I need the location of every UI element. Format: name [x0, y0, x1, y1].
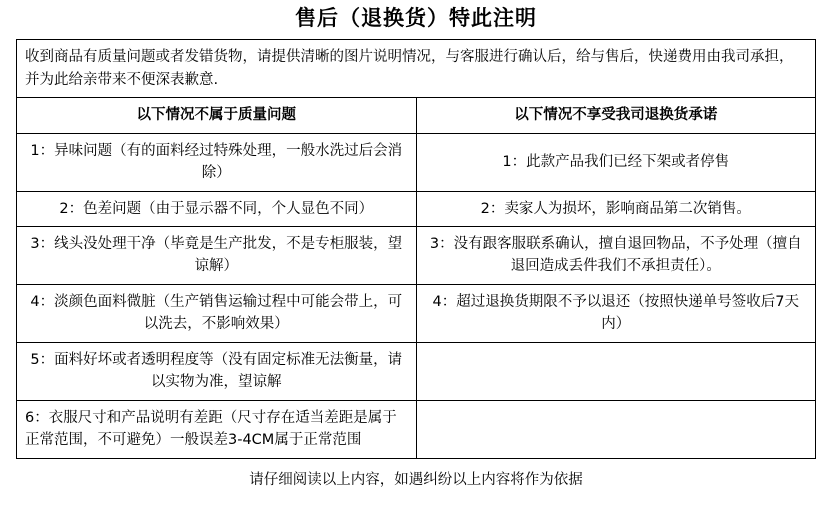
notice-table [16, 39, 816, 459]
table-row [17, 227, 816, 285]
table-row [17, 284, 816, 342]
non-quality-item-2: 2：色差问题（由于显示器不同，个人显色不同） [17, 191, 417, 226]
page-title: 售后（退换货）特此注明 [295, 6, 537, 30]
no-return-item-4: 4：超过退换货期限不予以退还（按照快递单号签收后7天内） [416, 284, 816, 342]
non-quality-item-6: 6：衣服尺寸和产品说明有差距（尺寸存在适当差距是属于正常范围，不可避免）一般误差3-4CM属于正常范围 [17, 400, 417, 458]
table-row-headers [17, 98, 816, 133]
no-return-empty-5 [416, 342, 816, 400]
non-quality-item-3: 3：线头没处理干净（毕竟是生产批发，不是专柜服装，望谅解） [17, 227, 417, 285]
notice-table-wrapper [0, 39, 832, 459]
no-return-item-1: 1：此款产品我们已经下架或者停售 [416, 133, 816, 191]
intro-text: 收到商品有质量问题或者发错货物，请提供清晰的图片说明情况，与客服进行确认后，给与售后，快递费用由我司承担，并为此给亲带来不便深表歉意. [17, 40, 816, 98]
non-quality-item-4: 4：淡颜色面料微脏（生产销售运输过程中可能会带上，可以洗去，不影响效果） [17, 284, 417, 342]
column-header-right: 以下情况不享受我司退换货承诺 [416, 98, 816, 133]
no-return-item-2: 2：卖家人为损坏，影响商品第二次销售。 [416, 191, 816, 226]
table-row [17, 191, 816, 226]
no-return-empty-6 [416, 400, 816, 458]
non-quality-item-5: 5：面料好坏或者透明程度等（没有固定标准无法衡量，请以实物为准，望谅解 [17, 342, 417, 400]
no-return-item-3: 3：没有跟客服联系确认，擅自退回物品，不予处理（擅自退回造成丢件我们不承担责任）。 [416, 227, 816, 285]
table-row [17, 342, 816, 400]
footer-note: 请仔细阅读以上内容，如遇纠纷以上内容将作为依据 [249, 471, 583, 488]
table-row-intro [17, 40, 816, 98]
table-row [17, 133, 816, 191]
non-quality-item-1: 1：异味问题（有的面料经过特殊处理，一般水洗过后会消除） [17, 133, 417, 191]
column-header-left: 以下情况不属于质量问题 [17, 98, 417, 133]
table-row [17, 400, 816, 458]
